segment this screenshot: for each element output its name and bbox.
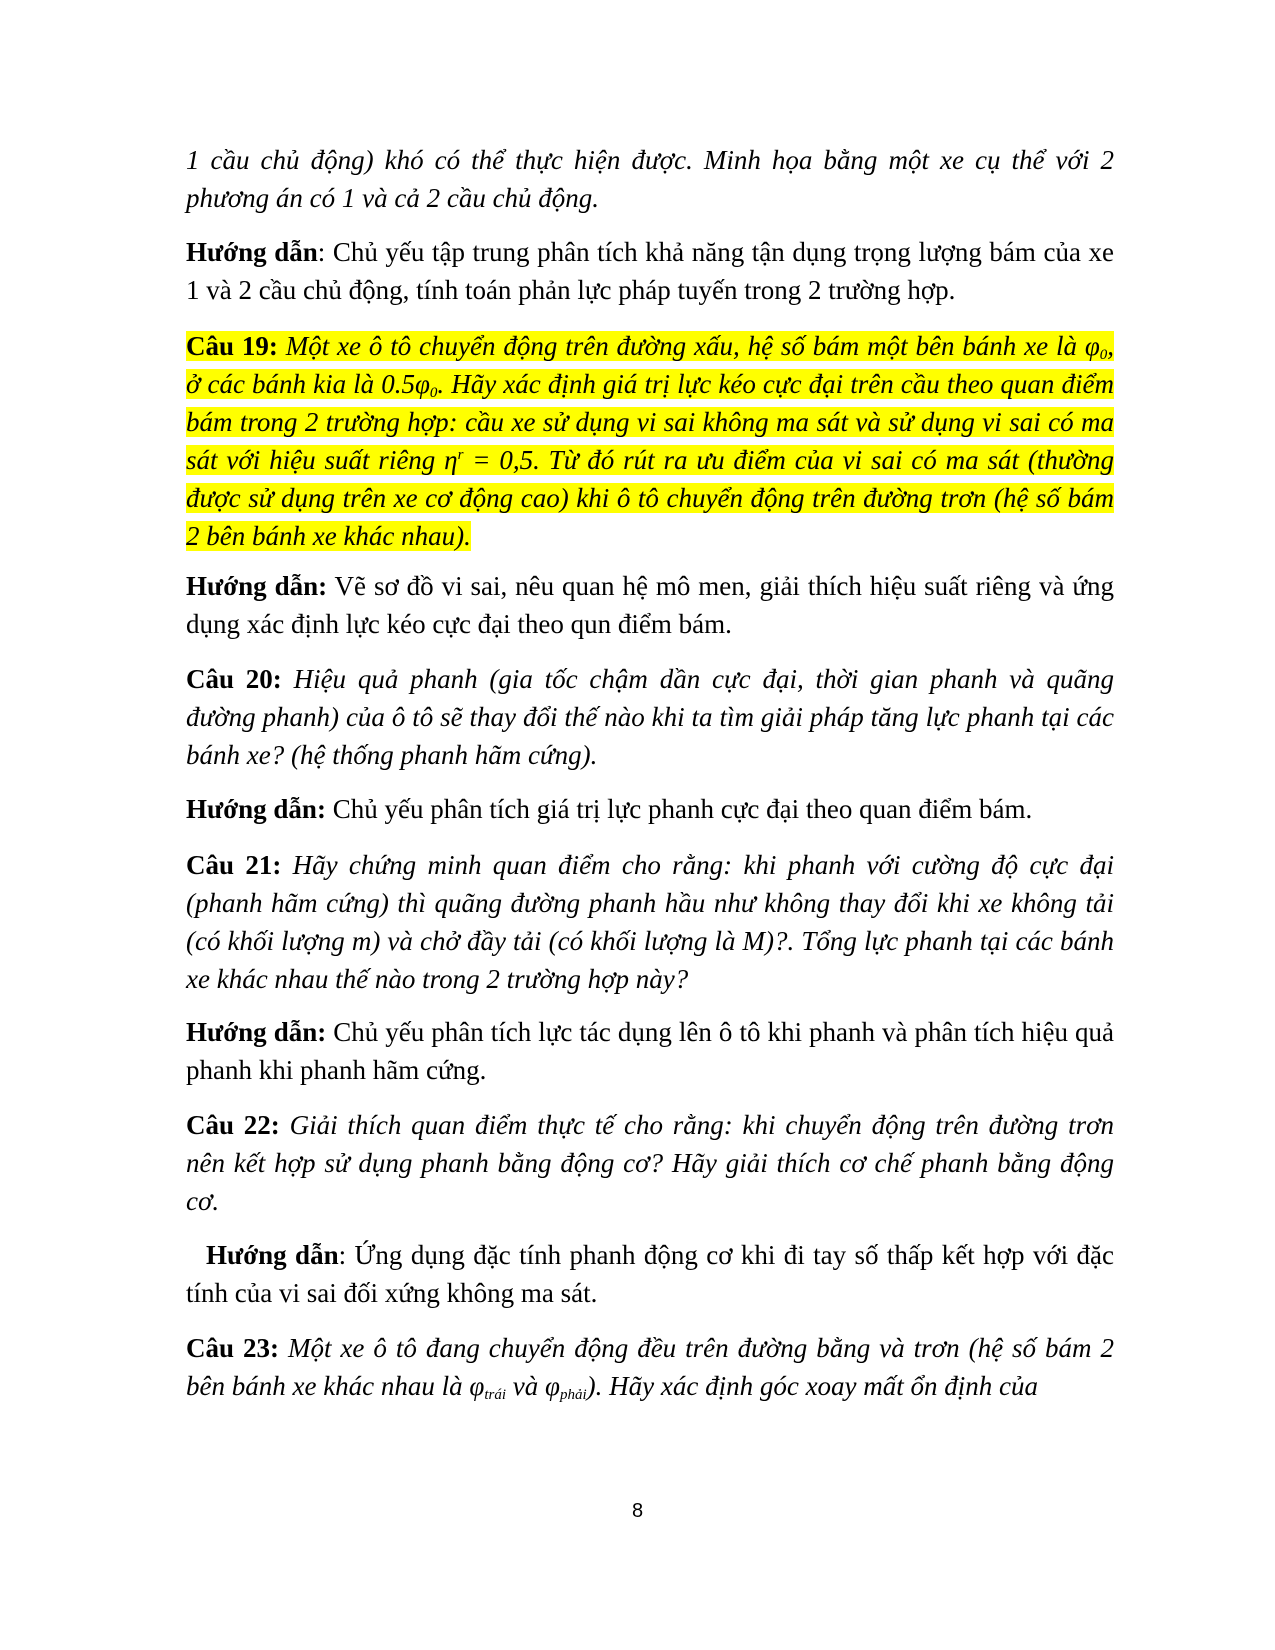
guidance-label: Hướng dẫn: [186, 571, 328, 601]
guidance-text: Chủ yếu phân tích lực tác dụng lên ô tô khi phanh và phân tích hiệu quả phanh khi phanh hãm cứng. [186, 1017, 1114, 1085]
guidance-20 [186, 790, 1114, 828]
guidance-label: Hướng dẫn: [186, 1017, 327, 1047]
subscript: 0 [429, 385, 438, 401]
question-text: Giải thích quan điểm thực tế cho rằng: khi chuyển động trên đường trơn nên kết hợp sử dụng phanh bằng động cơ? Hãy giải thích cơ chế phanh bằng động cơ. [186, 1110, 1114, 1216]
question-22 [186, 1106, 1114, 1220]
question-text: = 0,5. Từ đó rút ra ưu điểm của vi sai có ma sát (thường được sử dụng trên xe cơ động cao) khi ô tô chuyển động trên đường trơn (hệ số bám 2 bên bánh xe khác nhau). [186, 445, 1114, 551]
question-20 [186, 660, 1114, 774]
question-23 [186, 1329, 1114, 1405]
subscript: 0 [1099, 347, 1108, 363]
page-number: 8 [631, 1500, 644, 1522]
phi-symbol: φ [414, 369, 430, 399]
question-label: Câu 19: [186, 331, 278, 361]
paragraph-text: 1 cầu chủ động) khó có thể thực hiện được. Minh họa bằng một xe cụ thể với 2 phương án có 1 và cả 2 cầu chủ động. [186, 145, 1114, 213]
paragraph-continuation [186, 141, 1114, 217]
phi-symbol: φ [469, 1371, 485, 1401]
guidance-label: Hướng dẫn [206, 1240, 339, 1270]
guidance-21 [186, 1013, 1114, 1089]
question-label: Câu 21: [186, 850, 282, 880]
guidance-label: Hướng dẫn: [186, 794, 326, 824]
question-label: Câu 23: [186, 1333, 279, 1363]
guidance-label: Hướng dẫn [186, 237, 318, 267]
guidance-text: : Chủ yếu tập trung phân tích khả năng tận dụng trọng lượng bám của xe 1 và 2 cầu chủ động, tính toán phản lực pháp tuyến trong 2 trường hợp. [186, 237, 1115, 305]
question-text: và [506, 1371, 546, 1401]
question-text: . Hãy xác định giá trị lực kéo cực đại trên cầu theo quan điểm bám trong 2 trường hợp: cầu xe sử dụng vi sai không ma sát và sử dụng vi sai có ma sát với hiệu suất riêng [186, 369, 1114, 475]
question-text: Hiệu quả phanh (gia tốc chậm dần cực đại, thời gian phanh và quãng đường phanh) của ô tô sẽ thay đổi thế nào khi ta tìm giải pháp tăng lực phanh tại các bánh xe? (hệ thống phanh hãm cứng). [186, 664, 1114, 770]
phi-symbol: φ [545, 1371, 560, 1401]
question-text: ). Hãy xác định góc xoay mất ổn định của [586, 1371, 1039, 1401]
guidance-19 [186, 567, 1114, 643]
guidance-text: Vẽ sơ đồ vi sai, nêu quan hệ mô men, giải thích hiệu suất riêng và ứng dụng xác định lực kéo cực đại theo qun điểm bám. [186, 571, 1114, 639]
guidance-22 [186, 1236, 1114, 1312]
question-label: Câu 22: [186, 1110, 280, 1140]
question-text: Hãy chứng minh quan điểm cho rằng: khi phanh với cường độ cực đại (phanh hãm cứng) thì quãng đường phanh hầu như không thay đổi khi xe không tải (có khối lượng m) và chở đầy tải (có khối lượng là M)?. Tổng lực phanh tại các bánh xe khác nhau thế nào trong 2 trường hợp này? [186, 850, 1114, 994]
question-19 [186, 327, 1114, 555]
question-21 [186, 846, 1114, 998]
eta-symbol: η [444, 445, 458, 475]
subscript: trái [484, 1387, 507, 1403]
question-text: Một xe ô tô đang chuyển động đều trên đường bằng và trơn (hệ số bám 2 bên bánh xe khác nhau là [186, 1333, 1114, 1401]
question-text: Một xe ô tô chuyển động trên đường xấu, hệ số bám một bên bánh xe là [277, 331, 1085, 361]
phi-symbol: φ [1084, 331, 1100, 361]
subscript: phải [559, 1387, 587, 1403]
question-text: , ở các bánh kia là 0.5 [186, 331, 1114, 399]
question-label: Câu 20: [186, 664, 282, 694]
guidance-text: : Ứng dụng đặc tính phanh động cơ khi đi tay số thấp kết hợp với đặc tính của vi sai đối xứng không ma sát. [186, 1240, 1114, 1308]
highlight [186, 331, 1114, 551]
guidance-paragraph [186, 233, 1114, 309]
guidance-text: Chủ yếu phân tích giá trị lực phanh cực đại theo quan điểm bám. [325, 794, 1033, 824]
superscript: r [457, 447, 464, 463]
